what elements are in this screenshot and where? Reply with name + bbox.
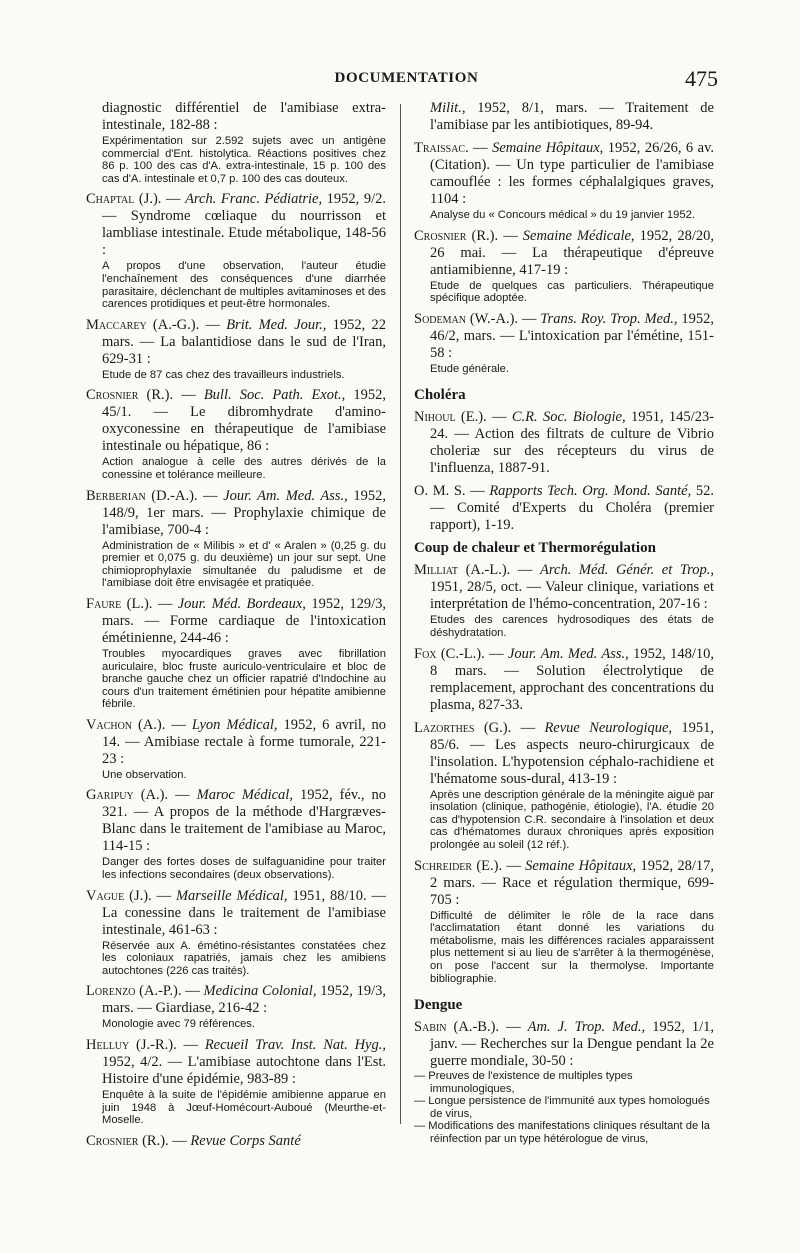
entry-citation: Maccarey (A.-G.). — Brit. Med. Jour., 1952, 22 mars. — La balantidiose dans le sud de l'Iran, 629-31 : (86, 316, 387, 367)
entry-details: 1952, 28/17, 2 mars. — Race et régulation thermique, 699-705 : (430, 857, 715, 908)
entry-abstract: Danger des fortes doses de sulfaguanidine pour traiter les infections secondaires (deux observations). (102, 856, 386, 882)
entry-details: 1951, 145/23-24. — Action des filtrats de culture de Vibrio choleriæ sur des récepteurs du virus de l'influenza, 1887-91. (430, 409, 715, 477)
bibliography-entry (414, 409, 714, 477)
entry-journal: Revue Neurologique, (544, 719, 673, 736)
entry-citation: Crosnier (R.). — Semaine Médicale, 1952, 28/20, 26 mai. — La thérapeutique d'épreuve antiamibienne, 417-19 : (414, 227, 714, 278)
bibliography-entry (86, 596, 386, 711)
entry-abstract: Difficulté de délimiter le rôle de la race dans l'acclimatation étant donné les variations du métabolisme, mais les différences raciales apparaissent plus nettement si au lieu de s'arrêter à la thermogénèse, on pose l'accent sur la thermolyse. Importante bibliographie. (430, 909, 714, 985)
entry-abstract: Action analogue à celle des autres dérivés de la conessine et tolérance meilleure. (102, 456, 386, 481)
entry-journal: C.R. Soc. Biologie, (511, 409, 626, 426)
entry-citation: Helluy (J.-R.). — Recueil Trav. Inst. Nat. Hyg., 1952, 4/2. — L'amibiase autochtone dans l'Est. Histoire d'une épidémie, 983-89 : (86, 1037, 386, 1088)
bibliography-entry (414, 858, 714, 986)
bibliography-entry (414, 1019, 714, 1146)
entry-details: 1952, fév., no 321. — A propos de la méthode d'Hargræves-Blanc dans le traitement de l'amibiase au Maroc, 114-15 : (102, 787, 386, 855)
entry-journal: Semaine Médicale, (522, 227, 635, 244)
entry-journal: Semaine Hôpitaux, (525, 857, 637, 874)
entry-details: 1952, 22 mars. — La balantidiose dans le sud de l'Iran, 629-31 : (102, 316, 387, 367)
entry-citation: Vague (J.). — Marseille Médical, 1951, 88/10. — La conessine dans le traitement de l'amibiase intestinale, 461-63 : (86, 887, 387, 938)
entry-details: 1952, 8/1, mars. — Traitement de l'amibiase par les antibiotiques, 89-94. (430, 100, 714, 133)
entry-author: Maccarey (A.-G.). (86, 316, 200, 333)
entry-abstract: Etude générale. (430, 362, 509, 375)
entry-abstract: Réservée aux A. émétino-résistantes constatées chez les coloniaux rapatriés, jamais chez les amibiens autochtones (226 cas traités). (102, 939, 386, 977)
entry-journal: Jour. Am. Med. Ass., (223, 487, 348, 504)
bibliography-entry (414, 483, 714, 534)
left-column (86, 100, 386, 1156)
entry-citation: diagnostic différentiel de l'amibiase extra-intestinale, 182-88 : (102, 100, 386, 133)
entry-journal: Revue Corps Santé (190, 1132, 301, 1149)
entry-journal: Rapports Tech. Org. Mond. Santé, (489, 483, 692, 500)
section-heading-dengue: Dengue (414, 997, 463, 1014)
bibliography-entry (414, 140, 714, 222)
entry-details: 1952, 45/1. — Le dibromhydrate d'amino-oxyconessine en thérapeutique de l'amibiase intestinale ou hépatique, 86 : (102, 387, 386, 455)
entry-details: 1952, 26/26, 6 av. (Citation). — Un type particulier de l'amibiase camouflée : les formes céphalalgiques graves, 1104 : (430, 140, 715, 207)
bibliography-entry (414, 100, 714, 134)
column-divider (400, 104, 401, 1124)
entry-author: Garipuy (A.). (86, 787, 169, 804)
entry-journal: Am. J. Trop. Med., (527, 1019, 646, 1036)
entry-citation: Sodeman (W.-A.). — Trans. Roy. Trop. Med., 1952, 46/2, mars. — L'intoxication par l'émétine, 151-58 : (414, 310, 715, 361)
entry-abstract: Expérimentation sur 2.592 sujets avec un antigène commercial d'Ent. histolytica. Réactions positives chez 86 p. 100 des cas d'A. extra-intestinale, 15 p. 100 des cas d'A. intestinale et 0,7 p. 100 des cas douteux. (102, 135, 386, 185)
bibliography-entry (86, 488, 386, 590)
entry-journal: Recueil Trav. Inst. Nat. Hyg., (204, 1037, 386, 1054)
entry-details: 1952, 28/20, 26 mai. — La thérapeutique d'épreuve antiamibienne, 417-19 : (430, 227, 714, 278)
bibliography-entry (414, 646, 714, 714)
finding-item: — Longue persistence de l'immunité aux types homologués de virus, (414, 1095, 714, 1120)
entry-citation: Crosnier (R.). — Bull. Soc. Path. Exot., 1952, 45/1. — Le dibromhydrate d'amino-oxyconessine en thérapeutique de l'amibiase intestinale ou hépatique, 86 : (86, 387, 386, 455)
entry-details: 1952, 9/2. — Syndrome cœliaque du nourrisson et lambliase intestinale. Etude métabolique, 148-56 : (102, 191, 387, 259)
entry-author: Schreider (E.). (414, 857, 503, 874)
bibliography-entry (86, 317, 386, 382)
bibliography-entry (86, 717, 386, 782)
entry-details: 1951, 88/10. — La conessine dans le traitement de l'amibiase intestinale, 461-63 : (102, 887, 387, 938)
entry-citation: Crosnier (R.). — Revue Corps Santé (86, 1132, 301, 1149)
entry-author: Faure (L.). (86, 595, 153, 612)
finding-item: — Modifications des manifestations cliniques résultant de la réinfection par un type hétérologue de virus, (414, 1120, 714, 1145)
entry-details: 1952, 6 avril, no 14. — Amibiase rectale à forme tumorale, 221-23 : (102, 716, 387, 767)
right-column (414, 100, 714, 1152)
entry-citation: Fox (C.-L.). — Jour. Am. Med. Ass., 1952, 148/10, 8 mars. — Solution électrolytique de remplacement, approchant des concentrations du plasma, 827-33. (414, 645, 714, 713)
entry-abstract: Administration de « Milibis » et d' « Aralen » (0,25 g. du premier et 0,075 g. du deuxième) un jour sur sept. Une chimioprophylaxie simultanée du paludisme et de l'amibiase doit être envisagée et pratiquée. (102, 539, 386, 590)
bibliography-entry (86, 888, 386, 978)
page-number: 475 (685, 66, 718, 91)
entry-citation: Milliat (A.-L.). — Arch. Méd. Génér. et Trop., 1951, 28/5, oct. — Valeur clinique, variations et interprétation de l'hémo-concentration, 207-16 : (414, 562, 715, 613)
entry-journal: Bull. Soc. Path. Exot., (203, 387, 346, 404)
entry-abstract: Etudes des carences hydrosodiques des états de déshydratation. (430, 614, 714, 639)
entry-details: 1952, 1/1, janv. — Recherches sur la Dengue pendant la 2e guerre mondiale, 30-50 : (430, 1019, 715, 1070)
bibliography-entry (86, 191, 386, 310)
entry-citation: Schreider (E.). — Semaine Hôpitaux, 1952, 28/17, 2 mars. — Race et régulation thermique, 699-705 : (414, 857, 715, 908)
entry-author: Crosnier (R.). (86, 1132, 169, 1149)
entry-details: 1951, 28/5, oct. — Valeur clinique, variations et interprétation de l'hémo-concentration, 207-16 : (430, 579, 714, 613)
entry-citation: Nihoul (E.). — C.R. Soc. Biologie, 1951, 145/23-24. — Action des filtrats de culture de Vibrio choleriæ sur des récepteurs du virus de l'influenza, 1887-91. (414, 409, 715, 477)
entry-author: O. M. S. (414, 483, 466, 500)
entry-abstract: Enquête à la suite de l'épidémie amibienne apparue en juin 1948 à Jœuf-Homécourt-Auboué (Meurthe-et-Moselle. (102, 1089, 386, 1127)
entry-journal: Medicina Colonial, (203, 983, 317, 1000)
entry-author: Berberian (D.-A.). (86, 487, 198, 504)
entry-details: 1952, 19/3, mars. — Giardiase, 216-42 : (102, 983, 387, 1017)
entry-details: 52. — Comité d'Experts du Choléra (premier rapport), 1-19. (430, 483, 715, 534)
bibliography-entry (86, 1133, 386, 1150)
bibliography-entry (86, 1037, 386, 1127)
entry-citation: Lazorthes (G.). — Revue Neurologique, 1951, 85/6. — Les aspects neuro-chirurgicaux de l'insolation. L'hypotension céphalo-rachidiene et l'hématome sous-dural, 413-19 : (414, 719, 715, 787)
bibliography-entry (414, 311, 714, 376)
entry-author: Vague (J.). (86, 887, 152, 904)
entry-author: Sabin (A.-B.). (414, 1019, 500, 1036)
entry-journal: Maroc Médical, (196, 787, 293, 804)
entry-author: Traissac. (414, 140, 469, 156)
entry-author: Nihoul (E.). (414, 409, 487, 426)
entry-abstract: Etude de quelques cas particuliers. Thérapeutique spécifique adoptée. (430, 279, 714, 305)
entry-details: 1952, 148/9, 1er mars. — Prophylaxie chimique de l'amibiase, 700-4 : (102, 487, 387, 538)
entry-citation: Berberian (D.-A.). — Jour. Am. Med. Ass., 1952, 148/9, 1er mars. — Prophylaxie chimique de l'amibiase, 700-4 : (86, 487, 387, 538)
entry-author: Crosnier (R.). (414, 227, 499, 244)
bibliography-entry (86, 100, 386, 185)
bibliography-entry (86, 787, 386, 881)
entry-details: 1952, 4/2. — L'amibiase autochtone dans l'Est. Histoire d'une épidémie, 983-89 : (102, 1054, 386, 1088)
page-header (95, 66, 718, 96)
entry-abstract: Une observation. (102, 768, 187, 781)
entry-author: Fox (C.-L.). (414, 645, 485, 662)
section-heading-cholera: Choléra (414, 387, 466, 404)
entry-journal: Marseille Médical, (175, 887, 288, 904)
entry-citation: Vachon (A.). — Lyon Médical, 1952, 6 avril, no 14. — Amibiase rectale à forme tumorale, 221-23 : (86, 716, 387, 767)
entry-author: Lorenzo (A.-P.). (86, 983, 182, 1000)
bibliography-entry (86, 387, 386, 481)
entry-author: Sodeman (W.-A.). (414, 310, 519, 327)
entry-journal: Arch. Méd. Génér. et Trop., (540, 562, 715, 579)
entry-author: Milliat (A.-L.). (414, 562, 511, 579)
entry-journal: Lyon Médical, (191, 716, 278, 733)
entry-author: Helluy (J.-R.). (86, 1037, 177, 1054)
entry-citation: Traissac. — Semaine Hôpitaux, 1952, 26/26, 6 av. (Citation). — Un type particulier de l'amibiase camouflée : les formes céphalalgiques graves, 1104 : (414, 140, 715, 207)
finding-list (414, 1070, 714, 1146)
entry-journal: Milit., (430, 100, 466, 116)
entry-abstract: A propos d'une observation, l'auteur étudie l'enchaînement des conséquences d'une diarrhée parasitaire, déclenchant de multiples avitaminoses et des carences protidiques et peut-être hormonales. (102, 260, 386, 311)
entry-citation: O. M. S. — Rapports Tech. Org. Mond. Santé, 52. — Comité d'Experts du Choléra (premier rapport), 1-19. (414, 483, 715, 534)
entry-citation: Lorenzo (A.-P.). — Medicina Colonial, 1952, 19/3, mars. — Giardiase, 216-42 : (86, 983, 387, 1017)
entry-citation: Chaptal (J.). — Arch. Franc. Pédiatrie, 1952, 9/2. — Syndrome cœliaque du nourrisson et lambliase intestinale. Etude métabolique, 148-56 : (86, 191, 387, 259)
bibliography-entry (414, 228, 714, 305)
section-heading-heat: Coup de chaleur et Thermorégulation (414, 540, 656, 557)
entry-journal: Trans. Roy. Trop. Med., (540, 310, 678, 327)
entry-journal: Semaine Hôpitaux, (492, 140, 604, 156)
entry-journal: Arch. Franc. Pédiatrie, (185, 191, 323, 208)
bibliography-entry (86, 983, 386, 1031)
entry-author: Chaptal (J.). (86, 191, 162, 208)
finding-item: — Preuves de l'existence de multiples types immunologiques, (414, 1070, 714, 1095)
entry-author: Crosnier (R.). (86, 387, 174, 404)
entry-journal: Jour. Am. Med. Ass., (507, 645, 629, 662)
bibliography-entry (414, 562, 714, 639)
bibliography-entry (414, 720, 714, 852)
entry-author: Vachon (A.). (86, 716, 166, 733)
entry-details: 1952, 148/10, 8 mars. — Solution électrolytique de remplacement, approchant des concentrations du plasma, 827-33. (430, 645, 714, 713)
entry-author: Lazorthes (G.). (414, 719, 512, 736)
entry-journal: Brit. Med. Jour., (226, 316, 327, 333)
entry-details: 1952, 129/3, mars. — Forme cardiaque de l'intoxication émétinienne, 244-46 : (102, 595, 386, 646)
entry-abstract: Monologie avec 79 références. (102, 1018, 255, 1031)
entry-citation: Sabin (A.-B.). — Am. J. Trop. Med., 1952, 1/1, janv. — Recherches sur la Dengue pendant la 2e guerre mondiale, 30-50 : (414, 1019, 715, 1070)
entry-details: 1952, 46/2, mars. — L'intoxication par l'émétine, 151-58 : (430, 310, 715, 361)
entry-abstract: Analyse du « Concours médical » du 19 janvier 1952. (430, 209, 695, 221)
running-title: DOCUMENTATION (334, 70, 479, 86)
entry-citation: Garipuy (A.). — Maroc Médical, 1952, fév., no 321. — A propos de la méthode d'Hargræves-Blanc dans le traitement de l'amibiase au Maroc, 114-15 : (86, 787, 386, 855)
entry-abstract: Troubles myocardiques graves avec fibrillation auriculaire, bloc fruste auriculo-ventriculaire et bloc de branche gauche chez un officier rapatrié d'Indochine au cours d'un traitement émétinien pour hépatite amibienne fébrile. (102, 647, 386, 711)
entry-abstract: Etude de 87 cas chez des travailleurs industriels. (102, 368, 345, 381)
entry-details: 1951, 85/6. — Les aspects neuro-chirurgicaux de l'insolation. L'hypotension céphalo-rachidiene et l'hématome sous-dural, 413-19 : (430, 719, 715, 787)
entry-abstract: Après une description générale de la méningite aiguë par insolation (clinique, pathogénie, étiologie), l'A. étudie 20 cas d'hypotension C.R. secondaire à l'insolation et deux cas d'hématomes duraux chroniques après exposition prolongée au soleil (12 réf.). (430, 788, 714, 851)
entry-citation: Faure (L.). — Jour. Méd. Bordeaux, 1952, 129/3, mars. — Forme cardiaque de l'intoxication émétinienne, 244-46 : (86, 595, 386, 646)
entry-citation (414, 100, 714, 134)
entry-journal: Jour. Méd. Bordeaux, (177, 595, 306, 612)
